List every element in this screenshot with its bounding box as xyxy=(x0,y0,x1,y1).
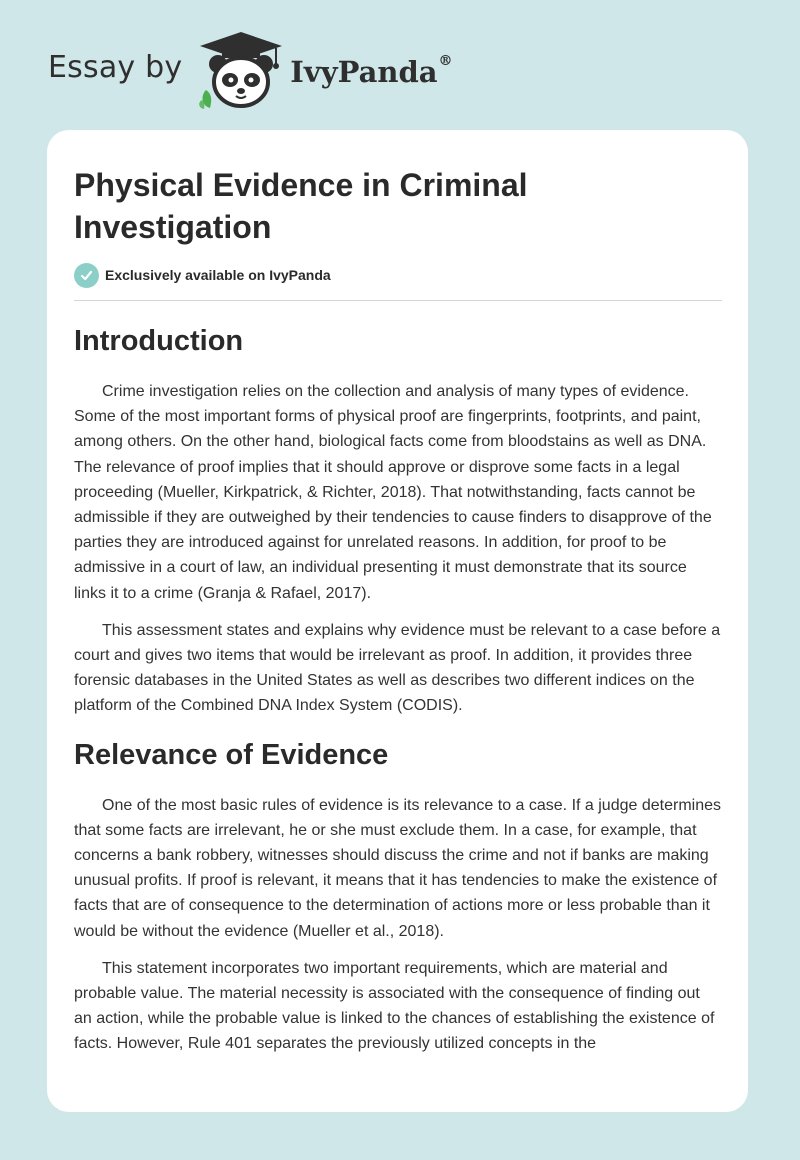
paragraph: Crime investigation relies on the collection and analysis of many types of evidence. Some of the most important forms of physical proof are fingerprints, footprints, and paint, among others. On the other hand, biological facts come from bloodstains as well as DNA. The relevance of proof implies that it should approve or disprove some facts in a legal proceeding (Mueller, Kirkpatrick, & Richter, 2018). That notwithstanding, facts cannot be admissible if they are outweighed by their tendencies to cause finders to disapprove of the parties they are introduced against for unrelated reasons. In addition, for proof to be admissive in a court of law, an individual presenting it must demonstrate that its source links it to a crime (Granja & Rafael, 2017). xyxy=(74,383,712,602)
divider xyxy=(74,300,722,301)
article-title: Physical Evidence in Criminal Investigation xyxy=(74,167,528,245)
section-heading: Relevance of Evidence xyxy=(74,738,389,771)
badge-label: Exclusively available on IvyPanda xyxy=(105,267,331,283)
site-logo[interactable] xyxy=(48,30,453,110)
paragraph: This assessment states and explains why evidence must be relevant to a case before a court and gives two items that would be irrelevant as proof. In addition, it provides three forensic databases in the United States as well as describes two different indices on the platform of the Combined DNA Index System (CODIS). xyxy=(74,621,721,715)
section-introduction xyxy=(74,323,722,719)
section-heading: Introduction xyxy=(74,325,244,357)
exclusive-badge xyxy=(74,262,722,288)
paragraph: This statement incorporates two important requirements, which are material and probable value. The material necessity is associated with the consequence of finding out an action, while the probable value is linked to the chances of establishing the existence of facts. However, Rule 401 separates the previously utilized concepts in the xyxy=(74,959,715,1053)
article-card xyxy=(47,130,748,1112)
brand-prefix: Essay by xyxy=(48,49,183,85)
brand-name: IvyPanda® xyxy=(290,53,453,89)
paragraph: One of the most basic rules of evidence is its relevance to a case. If a judge determines that some facts are irrelevant, he or she must exclude them. In a case, for example, that concerns a bank robbery, witnesses should discuss the crime and not if banks are making unusual profits. If proof is relevant, it means that it has tendencies to make the existence of facts that are of consequence to the determination of actions more or less probable than it would be without the evidence (Mueller et al., 2018). xyxy=(74,796,721,940)
panda-mascot-icon xyxy=(196,30,286,110)
check-icon xyxy=(74,263,99,288)
section-relevance-of-evidence xyxy=(74,737,722,1057)
